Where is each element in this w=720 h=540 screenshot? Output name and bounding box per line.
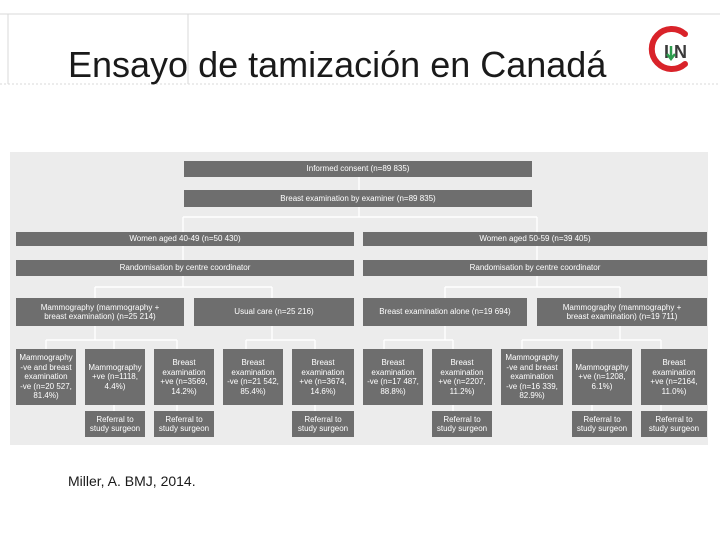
arm-mammography-50-59-box: Mammography (mammography + breast examination) (n=19 711) <box>537 298 707 326</box>
outcome-box: Mammography -ve and breast examination -ve (n=20 527, 81.4%) <box>16 349 76 405</box>
arm-mammography-40-49-box: Mammography (mammography + breast examination) (n=25 214) <box>16 298 184 326</box>
outcome-box: Mammography +ve (n=1208, 6.1%) <box>572 349 632 405</box>
outcome-box: Breast examination -ve (n=21 542, 85.4%) <box>223 349 283 405</box>
referral-box: Referral to study surgeon <box>641 411 707 437</box>
referral-box: Referral to study surgeon <box>154 411 214 437</box>
outcome-box: Breast examination +ve (n=2207, 11.2%) <box>432 349 492 405</box>
outcome-box: Mammography +ve (n=1118, 4.4%) <box>85 349 145 405</box>
referral-box: Referral to study surgeon <box>292 411 354 437</box>
women-aged-50-59-box: Women aged 50-59 (n=39 405) <box>363 232 707 246</box>
outcome-box: Breast examination -ve (n=17 487, 88.8%) <box>363 349 423 405</box>
randomisation-50-59-box: Randomisation by centre coordinator <box>363 260 707 276</box>
outcome-box: Breast examination +ve (n=3674, 14.6%) <box>292 349 354 405</box>
citation: Miller, A. BMJ, 2014. <box>68 473 196 489</box>
outcome-box: Breast examination +ve (n=2164, 11.0%) <box>641 349 707 405</box>
cin-logo-icon <box>645 24 701 74</box>
referral-box: Referral to study surgeon <box>85 411 145 437</box>
referral-box: Referral to study surgeon <box>572 411 632 437</box>
outcome-box: Mammography -ve and breast examination -ve (n=16 339, 82.9%) <box>501 349 563 405</box>
arm-breast-exam-alone-50-59-box: Breast examination alone (n=19 694) <box>363 298 527 326</box>
randomisation-40-49-box: Randomisation by centre coordinator <box>16 260 354 276</box>
breast-examination-box: Breast examination by examiner (n=89 835) <box>184 190 532 207</box>
slide-title: Ensayo de tamización en Canadá <box>68 44 607 85</box>
svg-text:N: N <box>674 42 687 62</box>
screening-trial-flowchart <box>10 152 708 445</box>
informed-consent-box: Informed consent (n=89 835) <box>184 161 532 177</box>
women-aged-40-49-box: Women aged 40-49 (n=50 430) <box>16 232 354 246</box>
referral-box: Referral to study surgeon <box>432 411 492 437</box>
svg-text:I: I <box>664 42 670 62</box>
arm-usual-care-40-49-box: Usual care (n=25 216) <box>194 298 354 326</box>
outcome-box: Breast examination +ve (n=3569, 14.2%) <box>154 349 214 405</box>
